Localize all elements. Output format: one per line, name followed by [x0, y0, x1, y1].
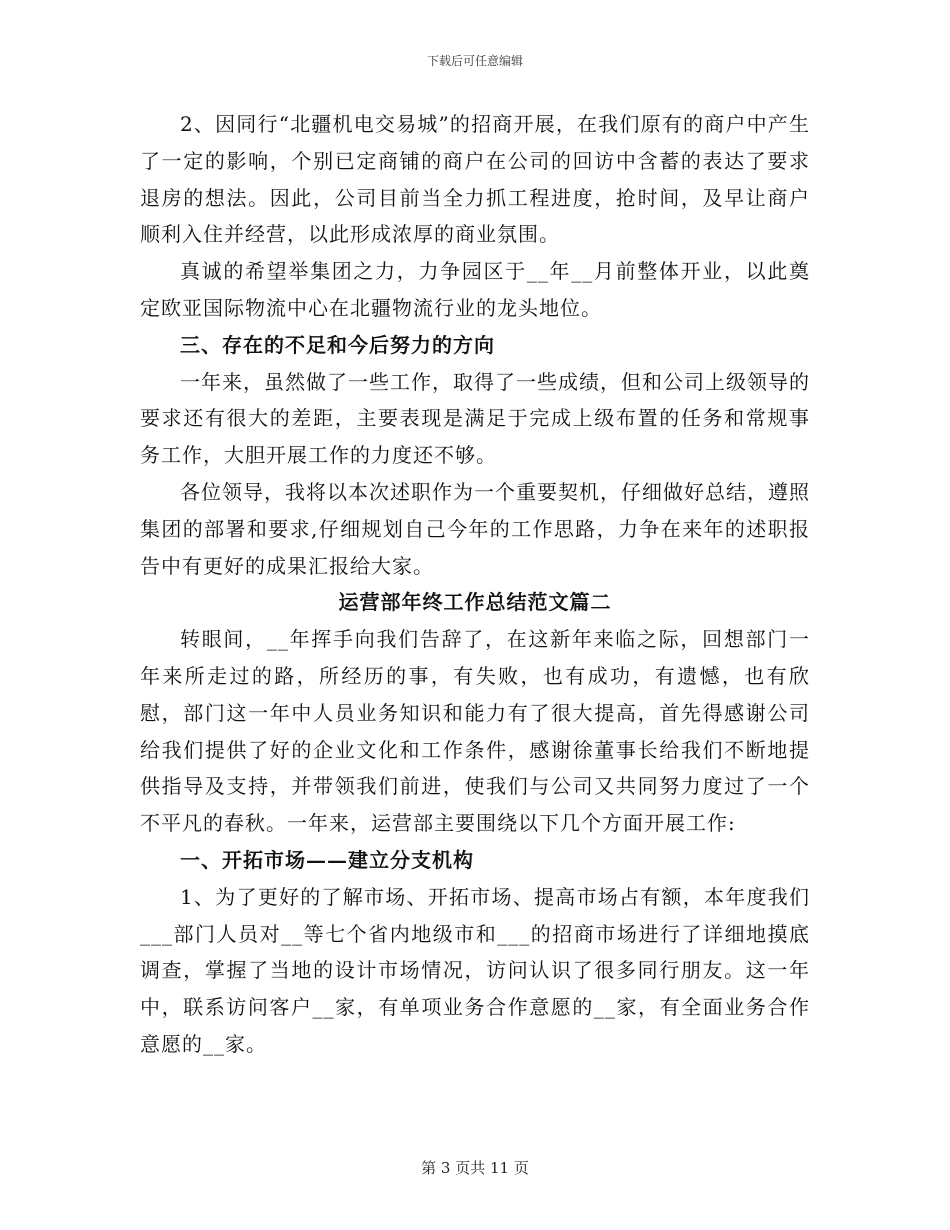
page-header: 下载后可任意编辑 — [426, 54, 523, 68]
page-footer: 第 3 页共 11 页 — [421, 1159, 529, 1177]
document-body — [140, 106, 810, 1063]
section-heading-shortcomings: 三、存在的不足和今后努力的方向 — [180, 332, 495, 357]
paragraph-intro: 转眼间，__年挥手向我们告辞了，在这新年来临之际，回想部门一年来所走过的路，所经历的事，有失败，也有成功，有遗憾，也有欣慰，部门这一年中人员业务知识和能力有了很大提高，首先得感谢公司给我们提供了好的企业文化和工作条件，感谢徐董事长给我们不断地提供指导及支持，并带领我们前进，使我们与公司又共同努力度过了一个不平凡的春秋。一年来，运营部主要围绕以下几个方面开展工作: — [140, 627, 810, 836]
paragraph-conclusion: 各位领导，我将以本次述职作为一个重要契机，仔细做好总结，遵照集团的部署和要求,仔细规划自己今年的工作思路，力争在来年的述职报告中有更好的成果汇报给大家。 — [140, 479, 810, 578]
paragraph-shortcomings: 一年来，虽然做了一些工作，取得了一些成绩，但和公司上级领导的要求还有很大的差距，主要表现是满足于完成上级布置的任务和常规事务工作，大胆开展工作的力度还不够。 — [140, 369, 810, 468]
section-heading-market: 一、开拓市场——建立分支机构 — [180, 847, 474, 872]
paragraph-hope: 真诚的希望举集团之力，力争园区于__年__月前整体开业，以此奠定欧亚国际物流中心在北疆物流行业的龙头地位。 — [140, 259, 810, 320]
article-title: 运营部年终工作总结范文篇二 — [338, 590, 612, 615]
paragraph-market-research: 1、为了更好的了解市场、开拓市场、提高市场占有额，本年度我们___部门人员对__等七个省内地级市和___的招商市场进行了详细地摸底调查，掌握了当地的设计市场情况，访问认识了很多同行朋友。这一年中，联系访问客户__家，有单项业务合作意愿的__家，有全面业务合作意愿的__家。 — [140, 884, 810, 1056]
paragraph-item-2: 2、因同行“北疆机电交易城”的招商开展，在我们原有的商户中产生了一定的影响，个别已定商铺的商户在公司的回访中含蓄的表达了要求退房的想法。因此，公司目前当全力抓工程进度，抢时间，及早让商户顺利入住并经营，以此形成浓厚的商业氛围。 — [140, 112, 810, 247]
